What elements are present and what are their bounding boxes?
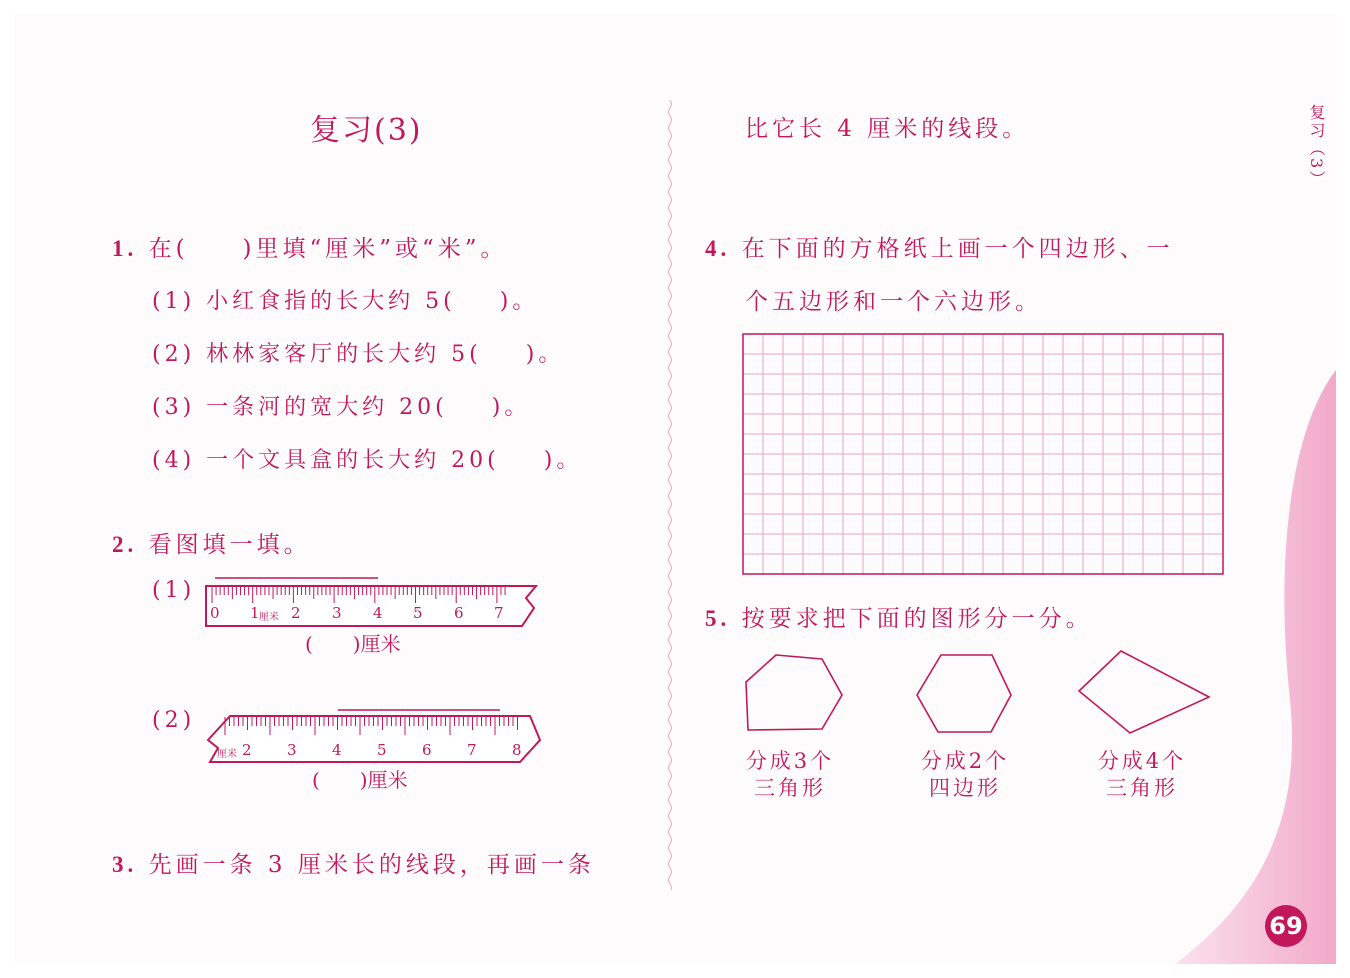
pentagon-caption xyxy=(725,748,855,802)
q1-item-2-prefix: (2) 林林家客厅的长大约 5( xyxy=(152,342,482,367)
pentagon-caption-line2: 三角形 xyxy=(754,776,826,800)
ruler2-tick-3: 5 xyxy=(377,741,387,759)
hexagon-caption-line2: 四边形 xyxy=(929,776,1001,800)
q4-text-line2: 个五边形和一个六边形。 xyxy=(745,289,1042,315)
q4-number: 4. xyxy=(705,236,731,261)
kite-caption-line1: 分成4个 xyxy=(1097,749,1187,773)
q1-item-4-prefix: (4) 一个文具盒的长大约 20( xyxy=(152,448,500,473)
ruler1-tick-0: 0 xyxy=(210,604,220,622)
ruler1-tick-4: 4 xyxy=(373,604,383,622)
q1-heading xyxy=(112,230,508,263)
q1-text: 在( )里填“厘米”或“米”。 xyxy=(148,236,508,262)
ruler1-tick-7: 7 xyxy=(494,604,504,622)
ruler-1 xyxy=(200,572,540,632)
ruler2-tick-4: 6 xyxy=(422,741,432,759)
center-divider xyxy=(660,100,680,890)
ruler1-tick-1: 1 xyxy=(250,604,260,622)
hexagon-caption-line1: 分成2个 xyxy=(920,749,1010,773)
page-number: 69 xyxy=(1265,905,1307,947)
kite-caption xyxy=(1077,748,1207,802)
q5-shapes xyxy=(735,645,1225,745)
ruler2-tick-0: 2 xyxy=(242,741,252,759)
q3-heading xyxy=(112,846,595,879)
q2-number: 2. xyxy=(112,532,138,557)
page-title: 复习(3) xyxy=(310,113,423,148)
kite-caption-line2: 三角形 xyxy=(1106,776,1178,800)
q4-heading xyxy=(705,230,1174,263)
ruler2-answer[interactable]: ( )厘米 xyxy=(312,768,408,792)
q1-item-2-suffix: )。 xyxy=(525,342,565,367)
q1-item-1-prefix: (1) 小红食指的长大约 5( xyxy=(152,289,456,314)
pentagon-shape xyxy=(746,655,842,730)
ruler1-tick-2: 2 xyxy=(291,604,301,622)
ruler-2 xyxy=(200,700,550,770)
ruler1-answer[interactable]: ( )厘米 xyxy=(305,632,401,656)
ruler2-label: (2) xyxy=(152,708,196,733)
hexagon-caption xyxy=(900,748,1030,802)
q1-item-3 xyxy=(152,390,530,421)
q1-item-4-suffix: )。 xyxy=(543,448,583,473)
q3-number: 3. xyxy=(112,852,138,877)
q1-item-2 xyxy=(152,337,564,368)
q5-heading xyxy=(705,600,1093,633)
q3-text-line1: 先画一条 3 厘米长的线段，再画一条 xyxy=(148,852,595,878)
ruler2-tick-5: 7 xyxy=(467,741,477,759)
q1-item-3-suffix: )。 xyxy=(491,395,531,420)
side-tab-label: 复习（3） xyxy=(1307,104,1326,189)
kite-shape xyxy=(1079,651,1209,733)
grid-paper[interactable] xyxy=(742,333,1226,577)
q2-heading xyxy=(112,526,311,559)
q1-item-1 xyxy=(152,284,538,315)
ruler2-unit-mark: 厘米 xyxy=(217,749,237,760)
q2-text: 看图填一填。 xyxy=(148,532,311,558)
ruler1-tick-6: 6 xyxy=(454,604,464,622)
ruler1-unit-mark: 厘米 xyxy=(259,612,279,623)
q5-text: 按要求把下面的图形分一分。 xyxy=(741,606,1093,632)
q5-number: 5. xyxy=(705,606,731,631)
pentagon-caption-line1: 分成3个 xyxy=(745,749,835,773)
q3-text-line2: 比它长 4 厘米的线段。 xyxy=(745,116,1030,142)
ruler1-tick-3: 3 xyxy=(332,604,342,622)
ruler2-tick-1: 3 xyxy=(287,741,297,759)
q1-item-3-prefix: (3) 一条河的宽大约 20( xyxy=(152,395,448,420)
q1-number: 1. xyxy=(112,236,138,261)
q1-item-4 xyxy=(152,443,582,474)
ruler1-tick-5: 5 xyxy=(413,604,423,622)
q4-text-line1: 在下面的方格纸上画一个四边形、一 xyxy=(741,236,1174,262)
ruler1-label: (1) xyxy=(152,578,196,603)
hexagon-shape xyxy=(917,655,1011,732)
q1-item-1-suffix: )。 xyxy=(499,289,539,314)
ruler2-tick-6: 8 xyxy=(512,741,522,759)
ruler2-tick-2: 4 xyxy=(332,741,342,759)
